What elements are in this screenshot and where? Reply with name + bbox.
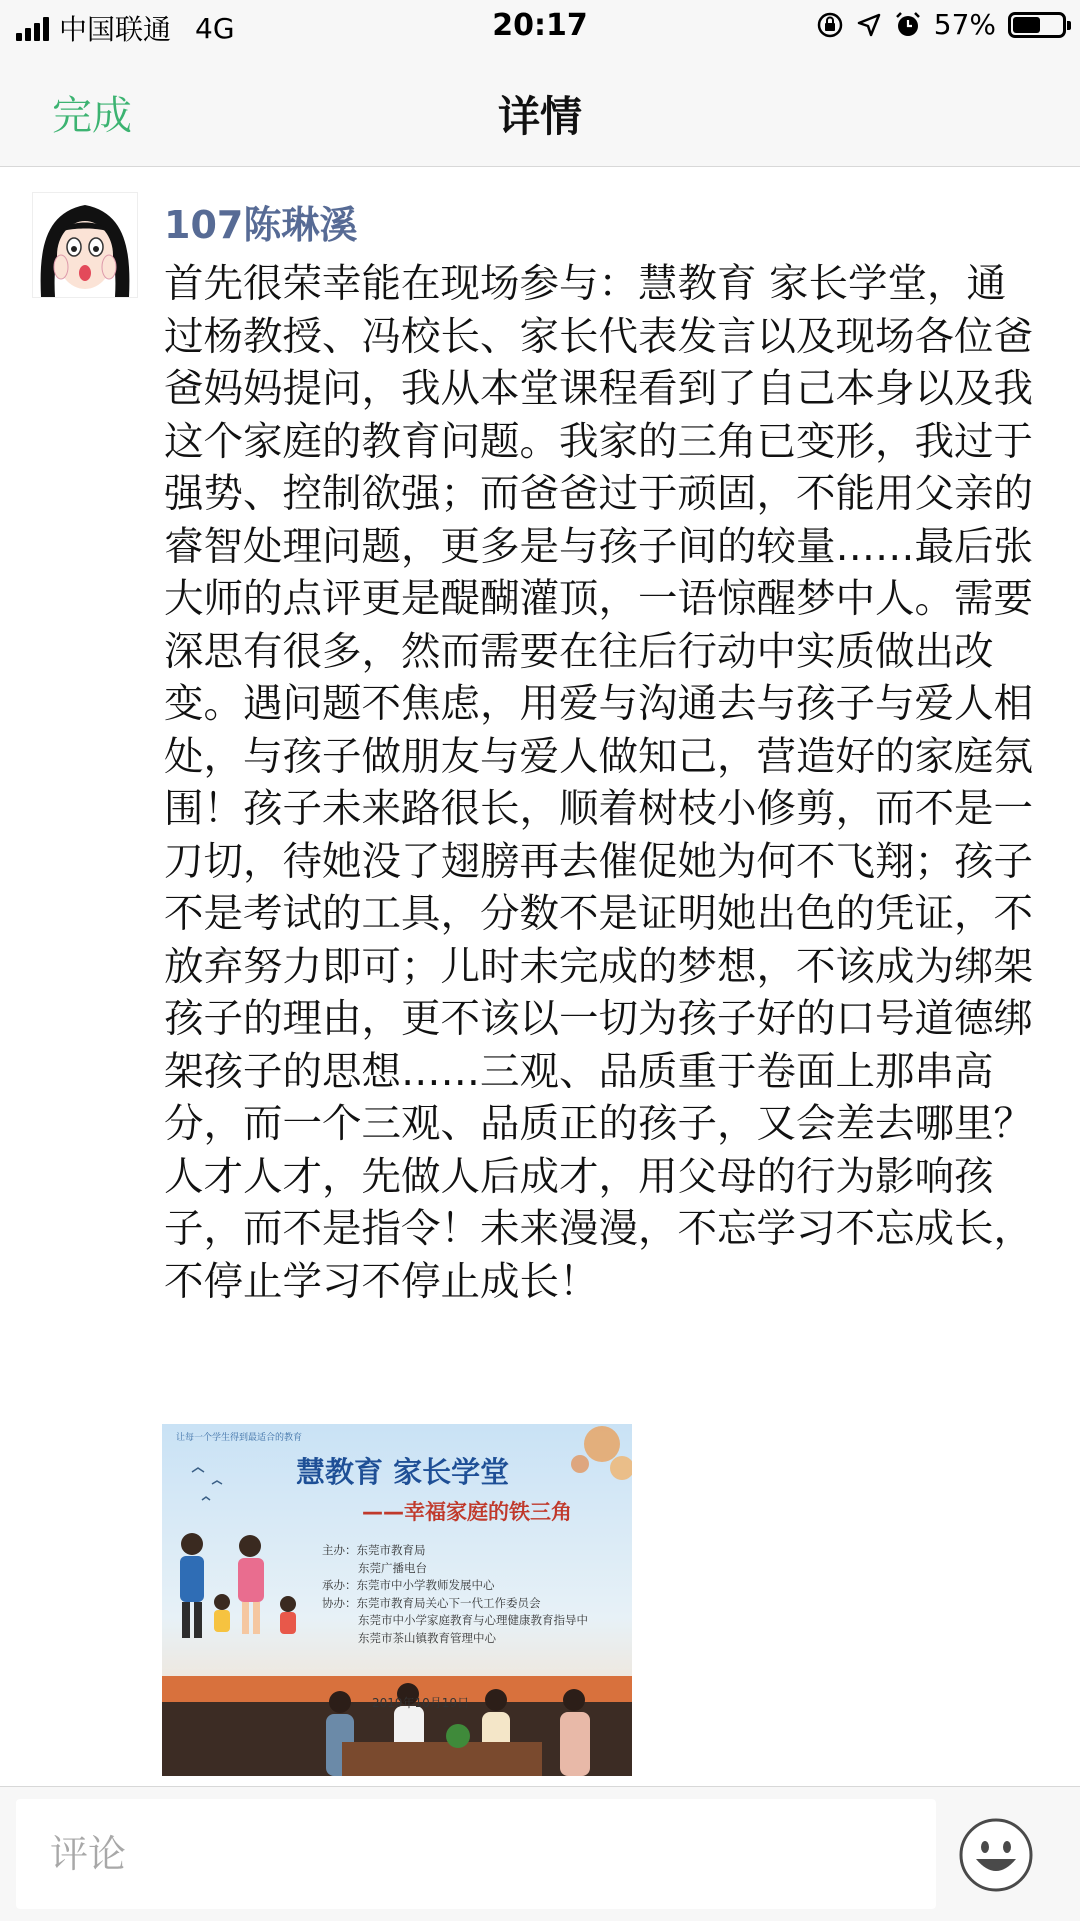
image-slogan: 让每一个学生得到最适合的教育 bbox=[176, 1433, 303, 1443]
battery-percent: 57% bbox=[933, 8, 996, 41]
carrier-name: 中国联通 bbox=[59, 13, 172, 46]
post-image[interactable] bbox=[162, 1424, 632, 1776]
comment-bar bbox=[0, 1786, 1080, 1921]
avatar-cartoon-icon bbox=[33, 193, 137, 297]
location-icon bbox=[856, 12, 882, 38]
status-bar bbox=[0, 0, 1080, 56]
lock-rotation-icon bbox=[816, 11, 844, 39]
smiley-icon bbox=[958, 1817, 1034, 1893]
status-right bbox=[816, 8, 1066, 41]
image-organizer-line: 主办：东莞市教育局 bbox=[322, 1543, 426, 1557]
done-button[interactable]: 完成 bbox=[52, 93, 132, 139]
image-organizer-line: 协办：东莞市教育局关心下一代工作委员会 bbox=[322, 1595, 541, 1610]
emoji-button[interactable] bbox=[958, 1817, 1034, 1893]
battery-fill bbox=[1013, 17, 1040, 33]
nav-bar bbox=[0, 56, 1080, 167]
avatar[interactable] bbox=[32, 192, 138, 298]
comment-input[interactable] bbox=[16, 1799, 936, 1909]
signal-icon bbox=[16, 15, 49, 41]
image-title: 慧教育 家长学堂 bbox=[296, 1455, 510, 1489]
page-title: 详情 bbox=[497, 92, 582, 141]
alarm-icon bbox=[894, 11, 922, 39]
status-time: 20:17 bbox=[492, 8, 588, 43]
image-organizer-line: 承办：东莞市中小学教师发展中心 bbox=[322, 1578, 495, 1592]
image-organizer-line: 东莞市中小学家庭教育与心理健康教育指导中 bbox=[358, 1613, 588, 1627]
post-author[interactable]: 107陈琳溪 bbox=[164, 203, 358, 247]
status-left bbox=[16, 8, 235, 48]
image-organizer-line: 东莞广播电台 bbox=[358, 1560, 427, 1575]
post-content: 首先很荣幸能在现场参与：慧教育 家长学堂，通过杨教授、冯校长、家长代表发言以及现场各位爸爸妈妈提问，我从本堂课程看到了自己本身以及我这个家庭的教育问题。我家的三角已变形，我过于强势、控制欲强；而爸爸过于顽固，不能用父亲的睿智处理问题，更多是与孩子间的较量……最后张大师的点评更是醍醐灌顶，一语惊醒梦中人。需要深思有很多，然而需要在往后行动中实质做出改变。遇问题不焦虑，用爱与沟通去与孩子与爱人相处，与孩子做朋友与爱人做知己，营造好的家庭氛围！孩子未来路很长，顺着树枝小修剪，而不是一刀切，待她没了翅膀再去催促她为何不飞翔；孩子不是考试的工具，分数不是证明她出色的凭证，不放弃努力即可；儿时未完成的梦想，不该成为绑架孩子的理由，更不该以一切为孩子好的口号道德绑架孩子的思想……三观、品质重于卷面上那串高分，而一个三观、品质正的孩子，又会差去哪里？人才人才，先做人后成才，用父母的行为影响孩子，而不是指令！未来漫漫，不忘学习不忘成长，不停止学习不停止成长！ bbox=[164, 261, 1033, 1305]
network-type: 4G bbox=[195, 11, 235, 45]
image-organizers bbox=[322, 1542, 622, 1647]
image-subtitle: ——幸福家庭的铁三角 bbox=[362, 1500, 572, 1524]
image-date: 2019年10月19日 bbox=[372, 1696, 470, 1710]
battery-icon bbox=[1008, 12, 1066, 38]
image-organizer-line: 东莞市茶山镇教育管理中心 bbox=[358, 1630, 496, 1645]
